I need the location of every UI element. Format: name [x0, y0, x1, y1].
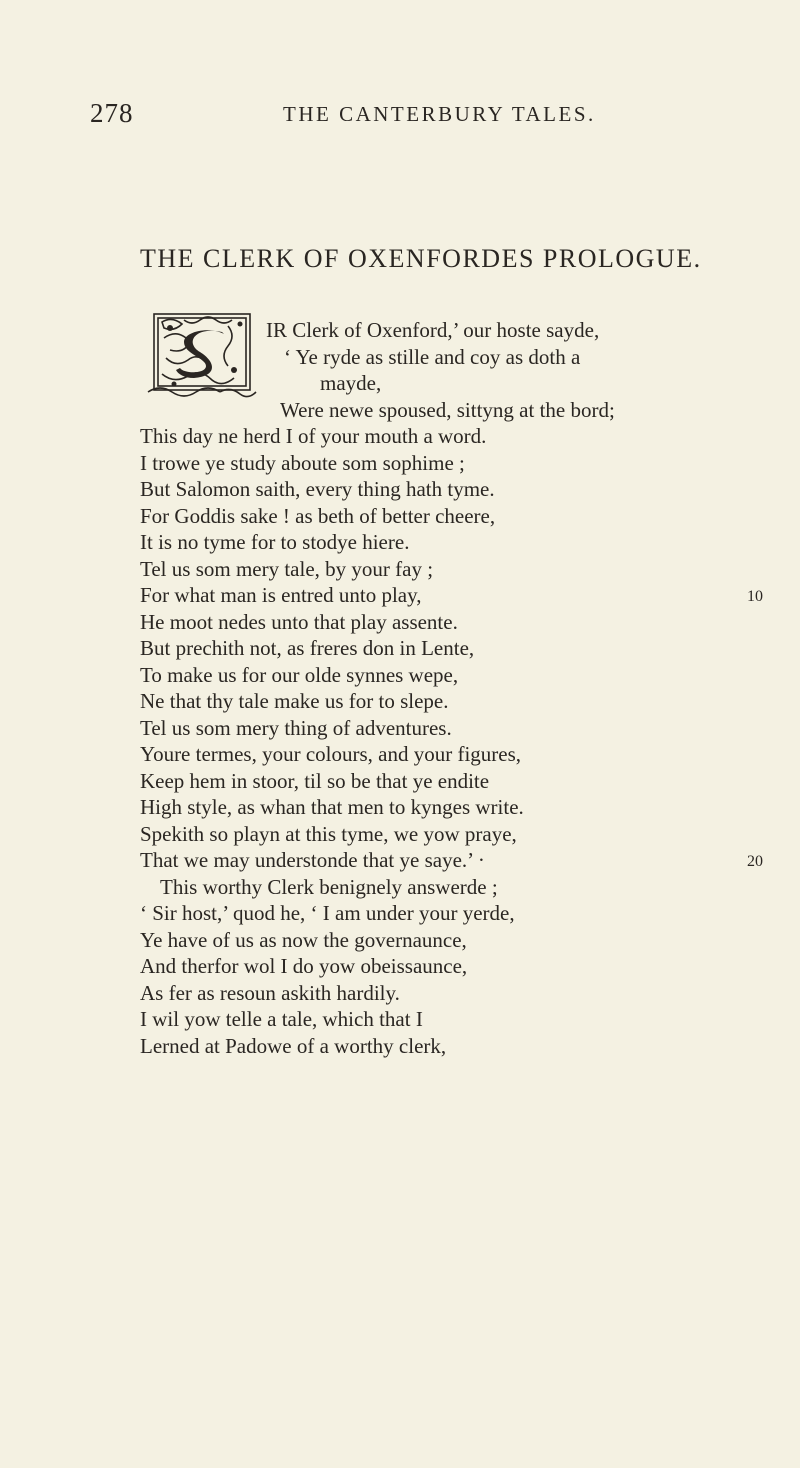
verse-line: Youre termes, your colours, and your figures, — [140, 742, 522, 766]
verse-line: Ye have of us as now the governaunce, — [140, 928, 467, 952]
verse-line: Ne that thy tale make us for to slepe. — [140, 689, 449, 713]
verse-line: I trowe ye study aboute som sophime ; — [140, 451, 465, 475]
verse-line: Were newe spoused, sittyng at the bord; — [280, 398, 615, 422]
verse-line: For Goddis sake ! as beth of better cheere, — [140, 504, 496, 528]
line-number-20: 20 — [747, 853, 763, 870]
verse-line: Spekith so playn at this tyme, we yow praye, — [140, 822, 517, 846]
verse-line: This day ne herd I of your mouth a word. — [140, 424, 487, 448]
prologue-title: THE CLERK OF OXENFORDES PROLOGUE. — [140, 244, 702, 273]
verse-line: ‘ Ye ryde as stille and coy as doth a — [284, 345, 581, 369]
decorative-initial-s-icon — [144, 312, 262, 398]
verse-line: He moot nedes unto that play assente. — [140, 610, 458, 634]
verse-line: Tel us som mery tale, by your fay ; — [140, 557, 434, 581]
running-title: THE CANTERBURY TALES. — [283, 102, 596, 126]
verse-line: It is no tyme for to stodye hiere. — [140, 530, 410, 554]
verse-line: Keep hem in stoor, til so be that ye endite — [140, 769, 490, 793]
running-head — [0, 98, 800, 138]
verse-line: IR Clerk of Oxenford,’ our hoste sayde, — [266, 318, 600, 342]
verse-line: I wil yow telle a tale, which that I — [140, 1007, 423, 1031]
verse-line: But prechith not, as freres don in Lente, — [140, 636, 475, 660]
verse-line: As fer as resoun askith hardily. — [140, 981, 400, 1005]
verse-line: That we may understonde that ye saye.’ · — [140, 848, 485, 872]
verse-line: And therfor wol I do yow obeissaunce, — [140, 954, 468, 978]
verse-line: But Salomon saith, every thing hath tyme. — [140, 477, 495, 501]
verse-line: For what man is entred unto play, — [140, 583, 422, 607]
verse-line: ‘ Sir host,’ quod he, ‘ I am under your yerde, — [140, 901, 515, 925]
verse-line: To make us for our olde synnes wepe, — [140, 663, 459, 687]
verse-line: Tel us som mery thing of adventures. — [140, 716, 452, 740]
verse-line: High style, as whan that men to kynges write. — [140, 795, 524, 819]
verse-line: mayde, — [320, 371, 382, 395]
line-number-10: 10 — [747, 588, 763, 605]
verse-line: Lerned at Padowe of a worthy clerk, — [140, 1034, 447, 1058]
page-number: 278 — [90, 98, 134, 128]
verse-line: This worthy Clerk benignely answerde ; — [160, 875, 498, 899]
